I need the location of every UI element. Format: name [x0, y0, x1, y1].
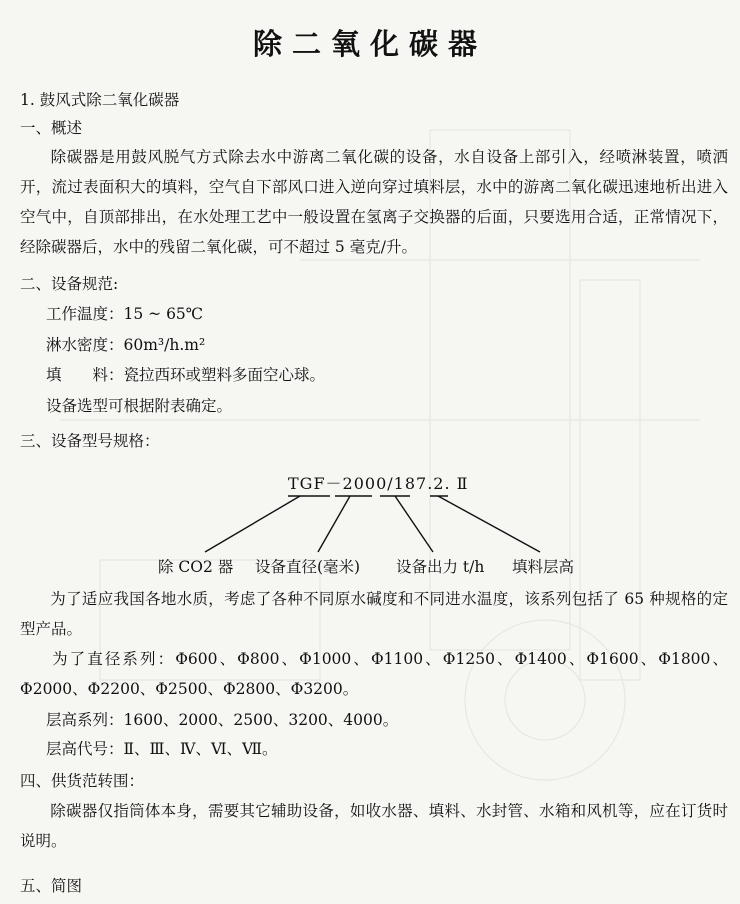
label-output: 设备出力 t/h	[396, 558, 485, 576]
height-codes: 层高代号：Ⅱ、Ⅲ、Ⅳ、Ⅵ、Ⅶ。	[46, 740, 278, 758]
diameter-paragraph	[20, 644, 728, 704]
section-heading-diagram: 五、简图	[20, 877, 83, 895]
section-heading-model: 三、设备型号规格：	[20, 432, 160, 450]
label-layer-height: 填料层高	[512, 558, 575, 576]
spec-item-temperature: 工作温度：15 ~ 65℃	[46, 305, 204, 323]
height-series: 层高系列：1600、2000、2500、3200、4000。	[46, 711, 399, 729]
subtitle: 1. 鼓风式除二氧化碳器	[20, 91, 180, 109]
diameter-text: 为了直径系列：Φ600、Φ800、Φ1000、Φ1100、Φ1250、Φ1400、Φ1600、Φ1800、Φ2000、Φ2200、Φ2500、Φ2800、Φ3200。	[20, 650, 728, 698]
section-heading-supply: 四、供货范转围：	[20, 772, 145, 790]
page-title: 除二氧化碳器	[252, 27, 487, 61]
variety-paragraph	[20, 584, 728, 644]
model-code: TGF－2000/187.2. Ⅱ	[288, 474, 469, 493]
spec-item-packing: 填 料：瓷拉西环或塑料多面空心球。	[46, 366, 326, 384]
spec-item-selection: 设备选型可根据附表确定。	[46, 397, 233, 415]
variety-text: 为了适应我国各地水质，考虑了各种不同原水碱度和不同进水温度，该系列包括了 65 种规格的定型产品。	[20, 590, 728, 638]
supply-text: 除碳器仅指筒体本身，需要其它辅助设备，如收水器、填料、水封管、水箱和风机等，应在订货时说明。	[20, 802, 728, 850]
overview-text: 除碳器是用鼓风脱气方式除去水中游离二氧化碳的设备，水自设备上部引入，经喷淋装置，喷洒开，流过表面积大的填料，空气自下部风口进入逆向穿过填料层，水中的游离二氧化碳迅速地析出进入空气中，自顶部排出，在水处理工艺中一般设置在氢离子交换器的后面，只要选用合适，正常情况下，经除碳器后，水中的残留二氧化碳，可不超过 5 毫克/升。	[20, 148, 728, 256]
overview-paragraph	[20, 142, 728, 262]
supply-paragraph	[20, 796, 728, 856]
label-co2: 除 CO2 器	[158, 558, 234, 576]
label-diameter: 设备直径(毫米)	[255, 558, 361, 576]
section-heading-overview: 一、概述	[20, 119, 83, 137]
section-heading-spec: 二、设备规范:	[20, 275, 119, 293]
spec-item-density: 淋水密度：60m³/h.m²	[46, 336, 206, 354]
